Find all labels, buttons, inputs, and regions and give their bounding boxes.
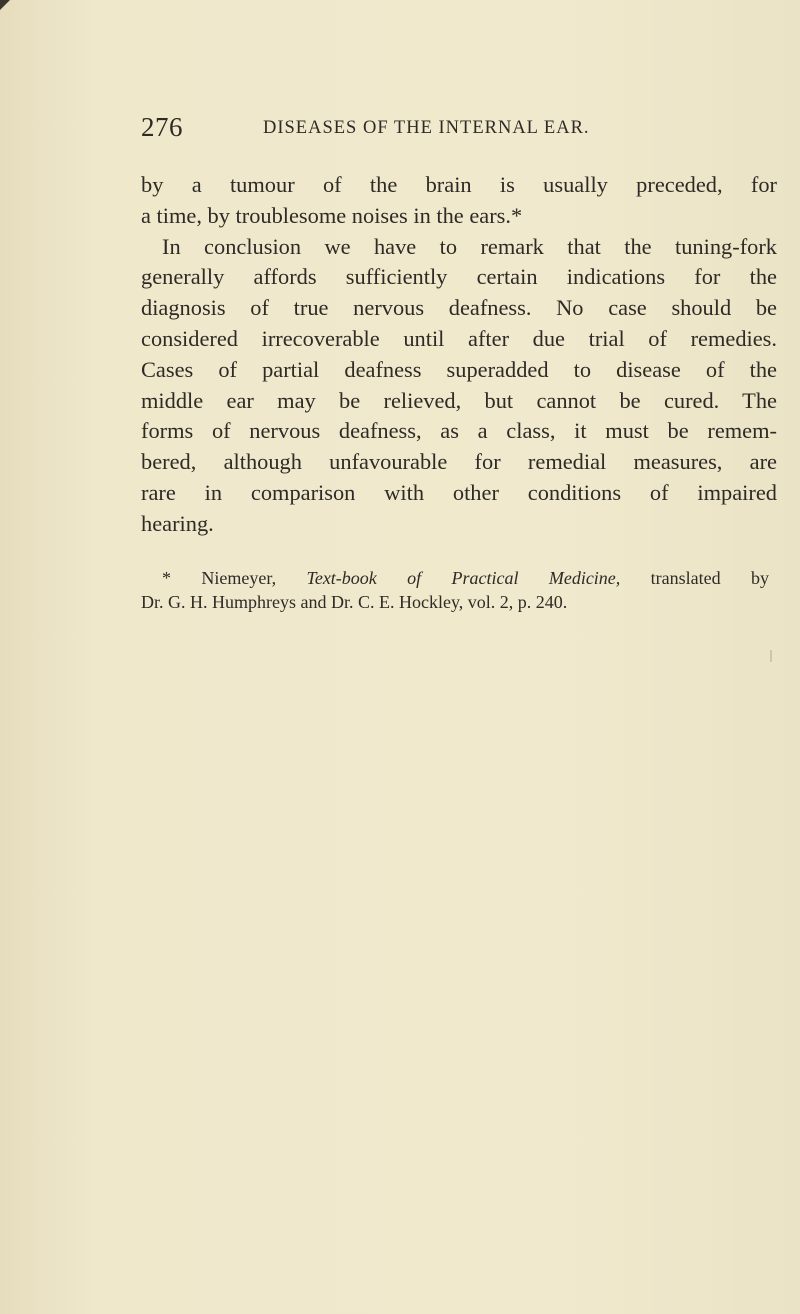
body-line: forms of nervous deafness, as a class, it must be remem- (141, 418, 777, 444)
footnote-line: Dr. G. H. Humphreys and Dr. C. E. Hockley, vol. 2, p. 240. (141, 592, 568, 612)
body-line: diagnosis of true nervous deafness. No case should be (141, 295, 777, 321)
body-line: hearing. (141, 510, 214, 536)
body-line: Cases of partial deafness superadded to disease of the (141, 356, 777, 382)
body-line: by a tumour of the brain is usually preceded, for (141, 172, 777, 197)
footnote (141, 566, 769, 614)
footnote-author: * Niemeyer, (162, 568, 277, 588)
body-line: In conclusion we have to remark that the tuning-fork (162, 233, 777, 259)
corner-mark (0, 0, 10, 10)
footnote-book-title: Text-book of Practical Medicine, (306, 568, 621, 588)
body-line: rare in comparison with other conditions of impaired (141, 479, 777, 505)
running-title: DISEASES OF THE INTERNAL EAR. (263, 118, 590, 138)
body-line: considered irrecoverable until after due trial of remedies. (141, 325, 777, 351)
body-line: middle ear may be relieved, but cannot be cured. The (141, 387, 777, 413)
body-line: a time, by troublesome noises in the ears.* (141, 202, 523, 228)
footnote-translated: translated by (650, 568, 769, 588)
body-text (141, 170, 777, 540)
page-smudge (770, 650, 772, 662)
page-number: 276 (141, 112, 183, 142)
body-line: generally affords sufficiently certain indications for the (141, 264, 777, 290)
body-line: bered, although unfavourable for remedial measures, are (141, 449, 777, 475)
page-header (141, 112, 661, 144)
footnote-line (141, 566, 769, 590)
